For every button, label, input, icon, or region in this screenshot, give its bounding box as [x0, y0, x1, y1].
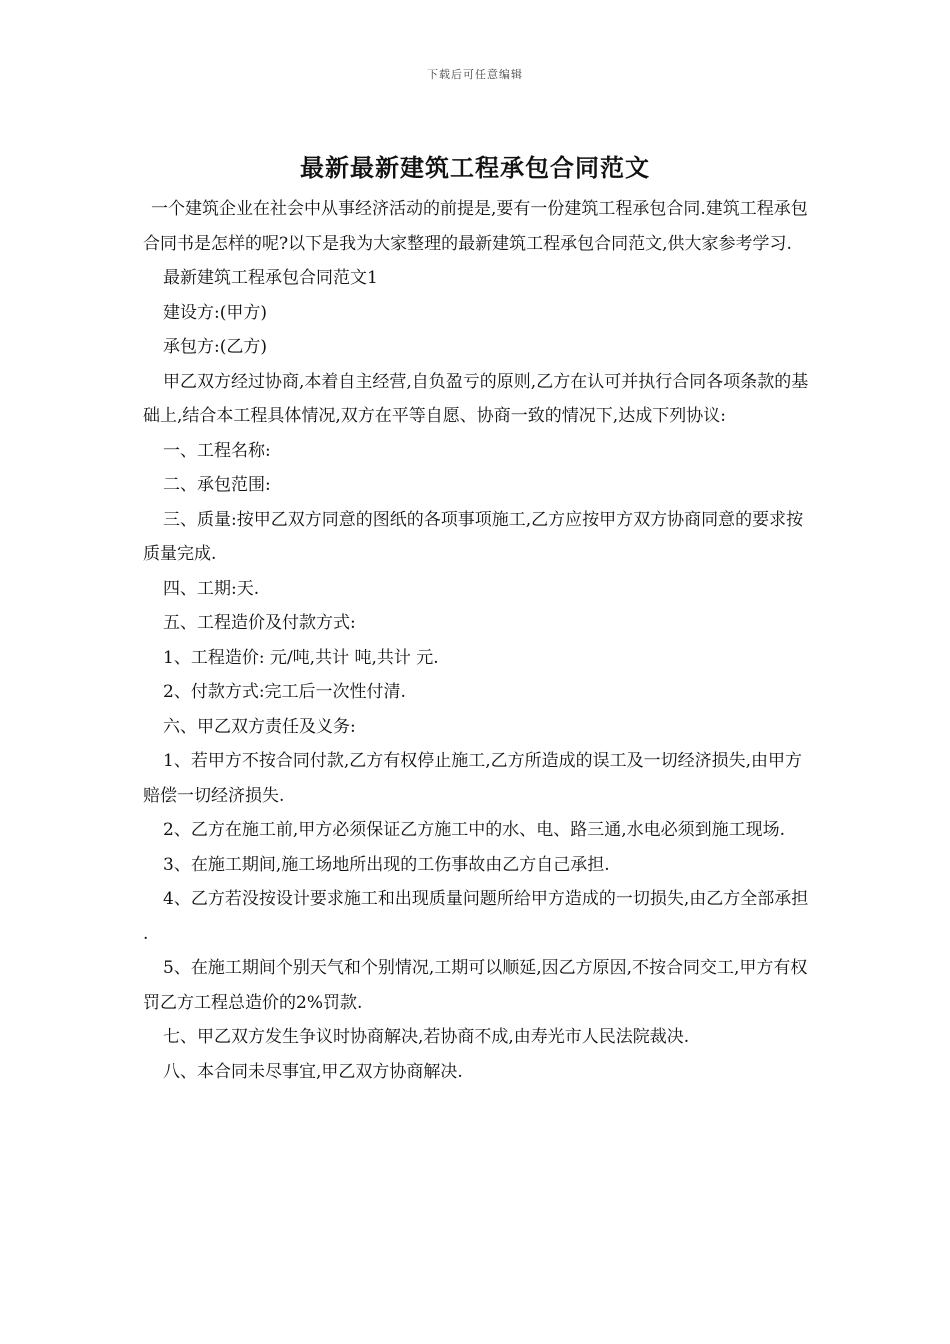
clause-cost-item-2: 2、付款方式:完工后一次性付清. [163, 682, 406, 702]
party-a-line: 建设方:(甲方) [163, 302, 267, 323]
clause-responsibilities: 六、甲乙双方责任及义务: [163, 716, 356, 737]
responsibility-item-1: 1、若甲方不按合同付款,乙方有权停止施工,乙方所造成的误工及一切经济损失,由甲方赔偿一切经济损失. [143, 751, 803, 806]
clause-project-name: 一、工程名称: [163, 440, 271, 461]
document-body [143, 192, 811, 1089]
responsibility-item-3: 3、在施工期间,施工场地所出现的工伤事故由乙方自己承担. [163, 854, 610, 875]
header-note: 下载后可任意编辑 [427, 68, 523, 81]
responsibility-item-2: 2、乙方在施工前,甲方必须保证乙方施工中的水、电、路三通,水电必须到施工现场. [163, 820, 786, 840]
clause-cost-item-1: 1、工程造价: 元/吨,共计 吨,共计 元. [163, 647, 439, 668]
intro-paragraph: 一个建筑企业在社会中从事经济活动的前提是,要有一份建筑工程承包合同.建筑工程承包合同书是怎样的呢?以下是我为大家整理的最新建筑工程承包合同范文,供大家参考学习. [143, 199, 808, 254]
responsibility-item-5: 5、在施工期间个别天气和个别情况,工期可以顺延,因乙方原因,不按合同交工,甲方有权罚乙方工程总造价的2%罚款. [143, 958, 808, 1013]
party-b-line: 承包方:(乙方) [163, 337, 267, 357]
document-title: 最新最新建筑工程承包合同范文 [300, 153, 650, 182]
clause-duration: 四、工期:天. [163, 578, 260, 599]
clause-scope: 二、承包范围: [163, 475, 271, 495]
clause-cost-payment: 五、工程造价及付款方式: [163, 613, 356, 633]
section-heading: 最新建筑工程承包合同范文1 [163, 268, 378, 288]
agreement-preamble: 甲乙双方经过协商,本着自主经营,自负盈亏的原则,乙方在认可并执行合同各项条款的基础上,结合本工程具体情况,双方在平等自愿、协商一致的情况下,达成下列协议: [143, 371, 809, 426]
clause-quality: 三、质量:按甲乙双方同意的图纸的各项事项施工,乙方应按甲方双方协商同意的要求按质量完成. [143, 509, 804, 564]
clause-misc: 八、本合同未尽事宜,甲乙双方协商解决. [163, 1061, 463, 1082]
responsibility-item-4: 4、乙方若没按设计要求施工和出现质量问题所给甲方造成的一切损失,由乙方全部承担. [143, 889, 809, 944]
clause-dispute: 七、甲乙双方发生争议时协商解决,若协商不成,由寿光市人民法院裁决. [163, 1027, 690, 1047]
